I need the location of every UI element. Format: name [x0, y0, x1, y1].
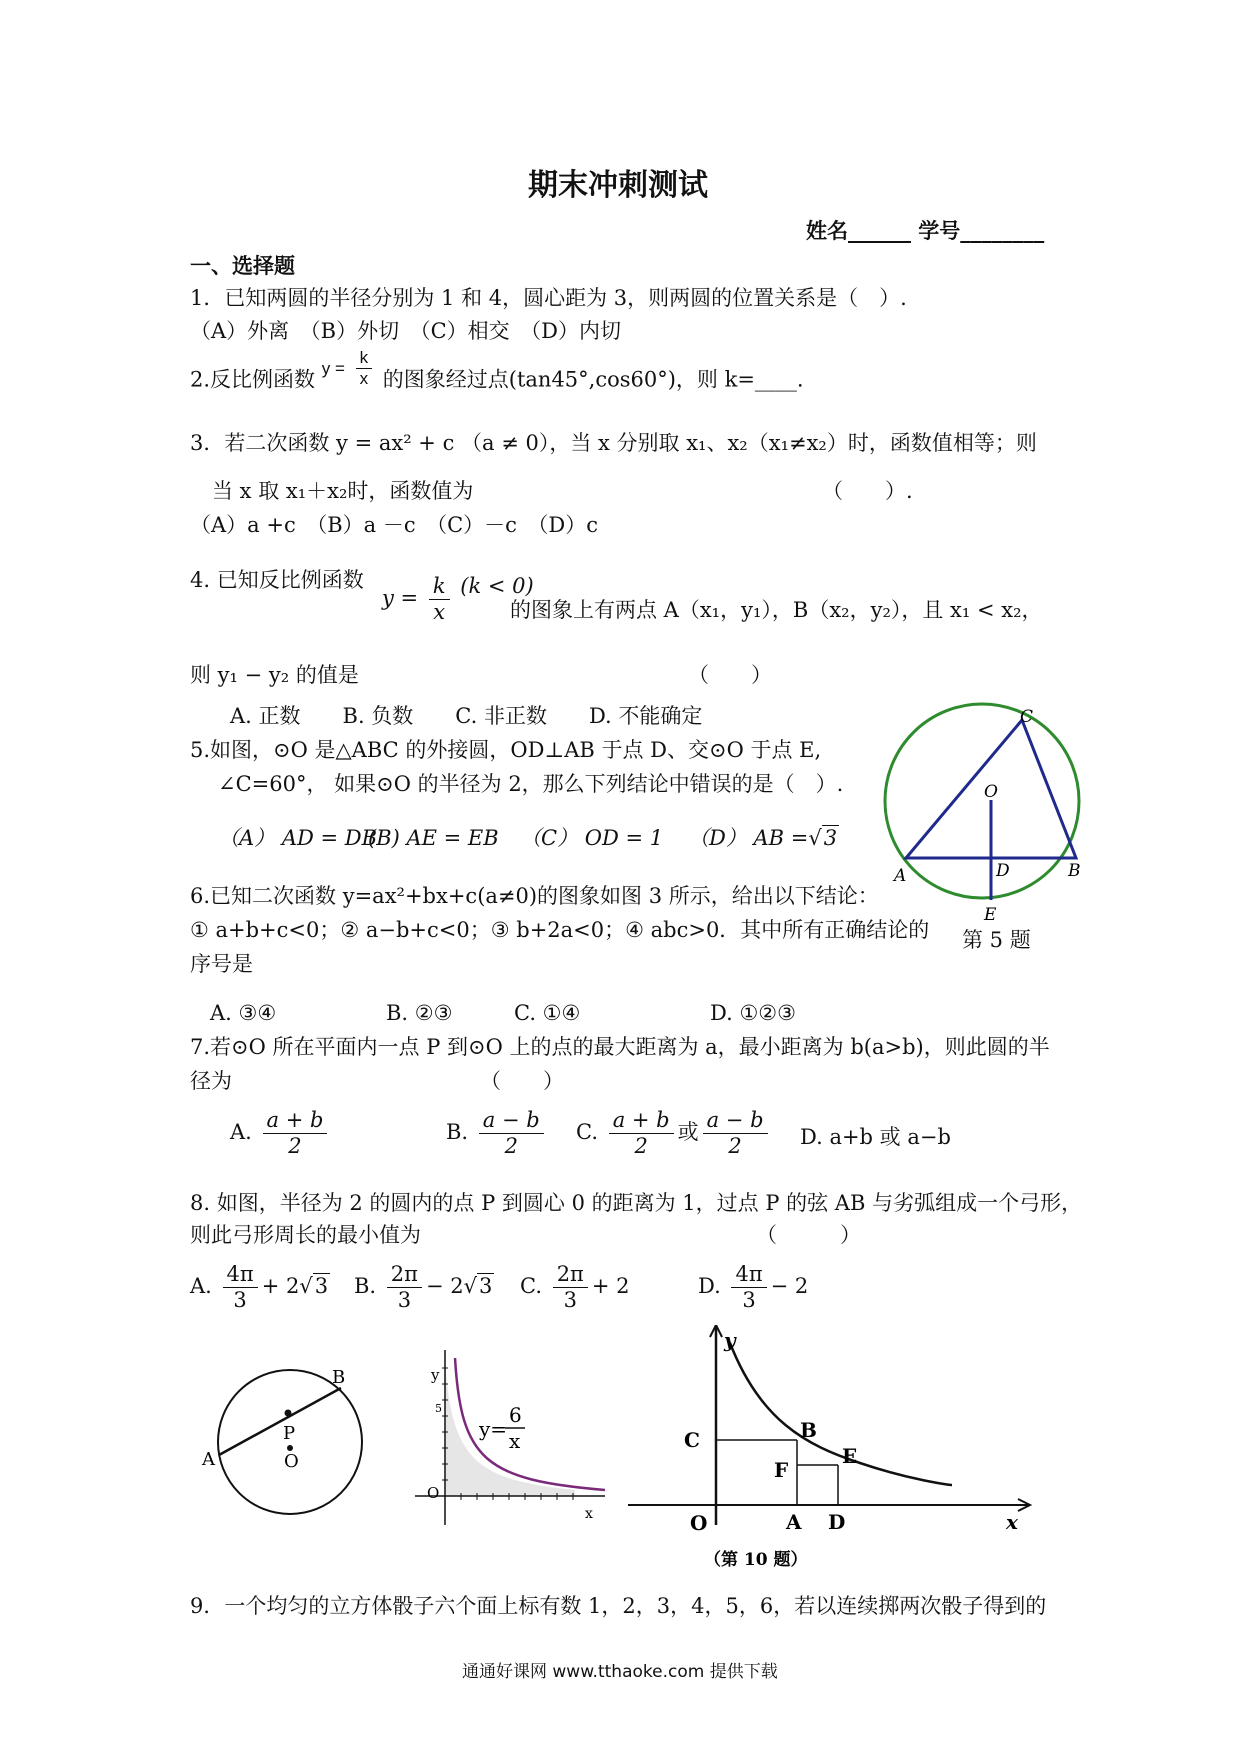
q7-a-label: A. — [230, 1120, 252, 1145]
chord-ab — [219, 1388, 341, 1455]
q7-c1-frac — [609, 1108, 674, 1159]
hyperbola-figure — [405, 1350, 605, 1525]
label-d: D — [996, 861, 1010, 881]
q3-options: （A）a +c （B）a －c （C）－c （D）c — [190, 513, 599, 537]
q8-b-rad: 3 — [479, 1274, 493, 1299]
label-o: O — [690, 1511, 708, 1535]
q8-c-label: C. — [520, 1274, 542, 1299]
equation-num: 6 — [509, 1403, 522, 1427]
q8-option-a: A. $\frac{4\pi}{3}$ + 2√3 — [190, 1262, 329, 1313]
circumcircle — [885, 704, 1079, 898]
fig10-figure — [620, 1325, 1060, 1570]
q9-stem-a: 9．一个均匀的立方体骰子六个面上标有数 1，2，3，4，5，6，若以连续掷两次骰子得到的 — [190, 1594, 1047, 1618]
label-b: B — [332, 1367, 346, 1388]
q8-c-num: 2π — [553, 1262, 588, 1288]
q4-paren: （ ） — [688, 663, 772, 687]
q6-stem-a: 6.已知二次函数 y=ax²+bx+c(a≠0)的图象如图 3 所示，给出以下结论： — [190, 884, 879, 908]
q8-stem-a: 8. 如图，半径为 2 的圆内的点 P 到圆心 0 的距离为 1，过点 P 的弦 AB 与劣弧组成一个弓形， — [190, 1191, 1083, 1215]
q4-frac-num: k — [429, 574, 450, 600]
tick-5-label: 5 — [435, 1402, 442, 1415]
q8-a-tail: + 2 — [261, 1274, 300, 1299]
q3-stem-b: 当 x 取 x₁＋x₂时，函数值为 — [212, 479, 474, 503]
q7-c2-den: 2 — [728, 1134, 742, 1159]
q4-lead: 4. 已知反比例函数 — [190, 568, 364, 592]
q8-b-num: 2π — [387, 1262, 422, 1288]
q7-c2-frac — [703, 1108, 768, 1159]
y-axis-label: y — [431, 1366, 440, 1384]
q4-cond: (k < 0) — [460, 574, 534, 599]
q5-opt-d: （D） AB =√3 — [688, 826, 838, 850]
q1-options: （A）外离 （B）外切 （C）相交 （D）内切 — [190, 319, 622, 343]
q4-stem-b: 则 y₁ − y₂ 的值是 — [190, 663, 359, 687]
q8-d-frac — [731, 1262, 766, 1313]
q8-d-den: 3 — [742, 1288, 756, 1313]
label-b: B — [1068, 861, 1081, 881]
equation-lead: y= — [479, 1417, 508, 1441]
x-axis-label: x — [585, 1506, 593, 1522]
q5-opt-d-pre: （D） AB = — [688, 826, 809, 850]
q8-a-label: A. — [190, 1274, 212, 1299]
q7-b-label: B. — [446, 1120, 469, 1145]
q2-frac-den: x — [359, 369, 369, 389]
q5-figure — [880, 700, 1100, 940]
q5-opt-d-rad: 3 — [823, 826, 838, 850]
q2-stem — [190, 348, 804, 402]
q8-option-c — [520, 1262, 630, 1313]
q6-opt-c: C. ①④ — [514, 1001, 581, 1025]
q7-a-frac — [263, 1108, 328, 1159]
label-c: C — [1020, 707, 1034, 727]
q8-c-den: 3 — [563, 1288, 577, 1313]
q7-c-label: C. — [576, 1120, 598, 1145]
equation-den: x — [509, 1429, 521, 1453]
q5-caption: 第 5 题 — [962, 928, 1031, 952]
q7-c2-num: a − b — [703, 1108, 768, 1134]
q4-frac-den: x — [433, 600, 446, 625]
q2-formula: y = — [321, 359, 345, 379]
q5-opt-a: （A） AD = DB — [218, 826, 378, 850]
q7-c-or: 或 — [677, 1120, 699, 1145]
student-info-line: 姓名______ 学号________ — [806, 218, 1045, 243]
label-p: P — [283, 1423, 296, 1444]
q8-a-num: 4π — [223, 1262, 258, 1288]
label-o: O — [284, 1451, 299, 1472]
curve — [730, 1343, 952, 1485]
q7-a-den: 2 — [288, 1134, 302, 1159]
q6-stem-b: ① a+b+c<0；② a−b+c<0；③ b+2a<0；④ abc>0．其中所有正确结论的 — [190, 918, 930, 942]
section-heading: 一、选择题 — [190, 253, 295, 278]
q7-option-c — [576, 1108, 772, 1159]
circle-chord-figure — [200, 1355, 370, 1530]
q8-b-den: 3 — [397, 1288, 412, 1313]
label-f: F — [774, 1458, 789, 1482]
q2-frac-num: k — [356, 348, 373, 369]
q3-paren: （ ）. — [822, 479, 913, 503]
q8-a-den: 3 — [233, 1288, 247, 1313]
origin-label: O — [427, 1484, 440, 1502]
q8-d-tail: − 2 — [770, 1274, 809, 1299]
q7-c1-num: a + b — [609, 1108, 674, 1134]
q4-tail: 的图象上有两点 A（x₁，y₁），B（x₂，y₂），且 x₁ < x₂， — [510, 598, 1043, 622]
q6-opt-a: A. ③④ — [210, 1001, 277, 1025]
q5-opt-b: (B) AE = EB — [368, 826, 499, 850]
q7-b-den: 2 — [504, 1134, 518, 1159]
q7-b-frac — [479, 1108, 544, 1159]
q7-option-b — [446, 1108, 548, 1159]
q7-a-num: a + b — [263, 1108, 328, 1134]
label-c: C — [684, 1428, 700, 1452]
point-p — [285, 1410, 292, 1417]
q5-stem-a: 5.如图，⊙O 是△ABC 的外接圆，OD⊥AB 于点 D、交⊙O 于点 E, — [190, 738, 822, 762]
q8-c-frac — [553, 1262, 588, 1313]
q8-option-d — [698, 1262, 808, 1313]
label-a: A — [786, 1510, 802, 1534]
q7-b-num: a − b — [479, 1108, 544, 1134]
label-e: E — [842, 1444, 858, 1468]
q6-opt-b: B. ②③ — [386, 1001, 453, 1025]
q7-option-d: D. a+b 或 a−b — [800, 1125, 951, 1149]
q5-opt-c: （C） OD = 1 — [520, 826, 664, 850]
label-a: A — [894, 866, 907, 886]
label-e: E — [984, 905, 997, 925]
label-b: B — [800, 1418, 817, 1442]
q7-paren: （ ） — [480, 1069, 564, 1093]
q8-paren: （ ） — [756, 1223, 861, 1247]
q7-stem-b: 径为 — [190, 1069, 232, 1093]
q4-fraction — [429, 574, 450, 625]
q8-option-b: B. $\frac{2\pi}{3}$ − 2√3 — [354, 1262, 493, 1313]
q8-d-label: D. — [698, 1274, 721, 1299]
q6-stem-c: 序号是 — [190, 952, 253, 976]
label-x: x — [1006, 1510, 1018, 1534]
caption: （第 10 题） — [704, 1550, 808, 1570]
label-o: O — [984, 782, 998, 802]
q8-c-tail: + 2 — [591, 1274, 630, 1299]
q7-stem-a: 7.若⊙O 所在平面内一点 P 到⊙O 上的点的最大距离为 a，最小距离为 b(a>b)，则此圆的半 — [190, 1035, 1050, 1059]
q8-b-label: B. — [354, 1274, 377, 1299]
shaded-region — [445, 1358, 575, 1496]
q8-stem-b: 则此弓形周长的最小值为 — [190, 1223, 421, 1247]
q6-opt-d: D. ①②③ — [710, 1001, 796, 1025]
label-d: D — [828, 1510, 846, 1534]
q7-c1-den: 2 — [634, 1134, 648, 1159]
q2-lead: 2.反比例函数 — [190, 367, 316, 392]
q8-d-num: 4π — [731, 1262, 766, 1288]
q5-stem-b: ∠C=60°， 如果⊙O 的半径为 2，那么下列结论中错误的是（ ）. — [218, 772, 844, 796]
q4-options: A. 正数 B. 负数 C. 非正数 D. 不能确定 — [230, 704, 703, 728]
q7-option-a — [230, 1108, 331, 1159]
q2-tail: 的图象经过点(tan45°,cos60°)，则 k=____. — [382, 367, 804, 392]
q4-formula-y: y = — [382, 586, 419, 611]
q3-stem-a: 3．若二次函数 y = ax² + c （a ≠ 0），当 x 分别取 x₁、x₂（x₁≠x₂）时，函数值相等；则 — [190, 431, 1037, 455]
q1-stem: 1．已知两圆的半径分别为 1 和 4，圆心距为 3，则两圆的位置关系是（ ）. — [190, 286, 907, 310]
q8-b-tail: − 2 — [425, 1274, 464, 1299]
footer: 通通好课网 www.tthaoke.com 提供下载 — [462, 1662, 778, 1682]
label-a: A — [202, 1449, 215, 1470]
label-y: y — [724, 1328, 736, 1352]
q8-a-frac — [223, 1262, 258, 1313]
q8-b-frac — [387, 1262, 422, 1313]
q8-a-rad: 3 — [314, 1274, 329, 1299]
page-title: 期末冲刺测试 — [528, 168, 708, 203]
q2-fraction — [356, 348, 373, 390]
